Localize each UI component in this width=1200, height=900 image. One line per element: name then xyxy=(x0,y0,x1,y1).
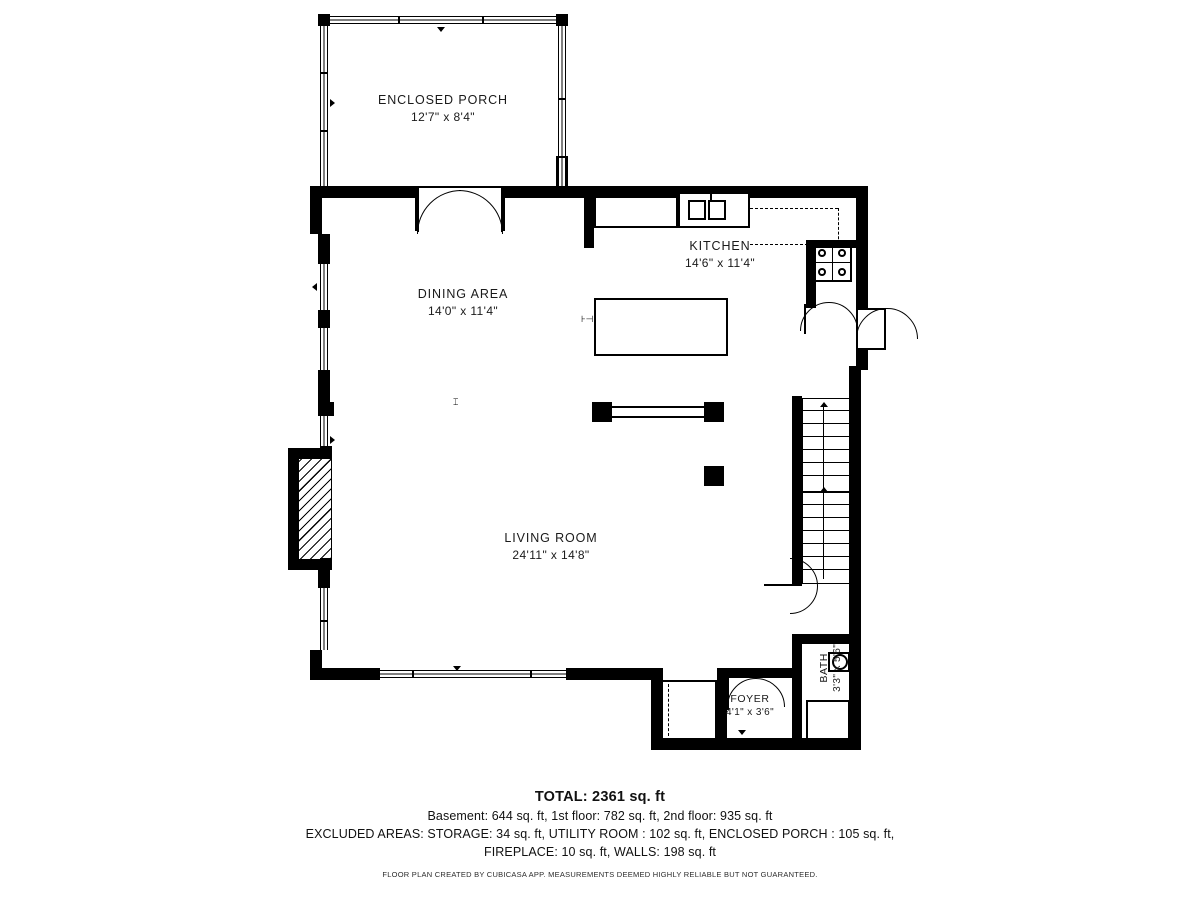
room-name-bath: BATH xyxy=(818,653,831,683)
plan-summary xyxy=(0,789,1200,879)
free-standing-column xyxy=(704,466,724,486)
summary-disclaimer: FLOOR PLAN CREATED BY CUBICASA APP. MEASUREMENTS DEEMED HIGHLY RELIABLE BUT NOT GUARANTEED. xyxy=(382,870,818,880)
room-label-bath xyxy=(817,623,845,713)
stair-step xyxy=(802,462,850,463)
west-window-2 xyxy=(320,328,328,370)
beam-span xyxy=(610,406,706,418)
exterior-wall-west-1 xyxy=(310,186,322,234)
summary-excluded-continued: FIREPLACE: 10 sq. ft, WALLS: 198 sq. ft xyxy=(483,845,716,860)
west-window-1 xyxy=(320,264,328,310)
dining-table-center-marker: ⊦⊣ xyxy=(581,314,594,324)
porch-window-west xyxy=(320,26,328,186)
living-room-center-marker: ⌶ xyxy=(453,397,459,407)
fireplace-chase-right-bottom xyxy=(320,558,332,570)
porch-window-east-mullion-1 xyxy=(558,98,566,100)
south-window-mullion-2 xyxy=(530,670,532,678)
kitchen-sink-basin-right xyxy=(708,200,726,220)
kitchen-faucet xyxy=(710,194,712,201)
kitchen-counter-north xyxy=(594,196,678,228)
foyer-entry-marker xyxy=(738,730,746,735)
exterior-wall-west-5 xyxy=(318,402,334,416)
porch-window-east xyxy=(558,26,566,156)
stair-step xyxy=(802,556,850,557)
west-window-4 xyxy=(320,588,328,650)
west-window-1-marker xyxy=(312,283,317,291)
stair-step xyxy=(802,530,850,531)
room-dim-dining-area: 14'0" x 11'4" xyxy=(427,303,499,318)
porch-window-mullion-2 xyxy=(482,16,484,24)
room-name-enclosed-porch: ENCLOSED PORCH xyxy=(378,93,508,107)
kitchen-range-divider-v xyxy=(832,244,833,282)
room-label-foyer xyxy=(700,692,800,720)
room-label-dining-area xyxy=(368,286,558,319)
room-dim-foyer: 4'1" x 3'6" xyxy=(725,707,775,719)
porch-window-west-mullion-1 xyxy=(320,72,328,74)
stair-step xyxy=(802,475,850,476)
porch-window-west-marker xyxy=(330,99,335,107)
stair-step xyxy=(802,436,850,437)
south-window-mullion-1 xyxy=(412,670,414,678)
bath-wall-west xyxy=(792,634,802,744)
room-dim-living-room: 24'11" x 14'8" xyxy=(512,547,590,562)
stair-step xyxy=(802,517,850,518)
room-name-kitchen: KITCHEN xyxy=(689,239,751,253)
exterior-wall-west-7 xyxy=(310,650,322,680)
kitchen-cabinet-guide-right xyxy=(838,208,839,244)
exterior-wall-west-6 xyxy=(318,570,330,588)
west-window-3 xyxy=(320,416,328,446)
summary-breakdown: Basement: 644 sq. ft, 1st floor: 782 sq. ft, 2nd floor: 935 sq. ft xyxy=(427,809,773,823)
kitchen-burner-3 xyxy=(818,268,826,276)
stair-step xyxy=(802,449,850,450)
fireplace-hatch xyxy=(298,458,332,560)
west-window-3-marker xyxy=(330,436,335,444)
north-door-leaf-left xyxy=(417,188,419,232)
kitchen-wall-east-jog-top xyxy=(806,240,858,248)
porch-corner-post-ne xyxy=(556,14,568,26)
room-label-kitchen xyxy=(630,238,810,271)
kitchen-burner-1 xyxy=(818,249,826,257)
foyer-closet-guide xyxy=(668,684,669,736)
summary-excluded: EXCLUDED AREAS: STORAGE: 34 sq. ft, UTILITY ROOM : 102 sq. ft, ENCLOSED PORCH : 105 sq. ft, xyxy=(305,827,895,842)
porch-window-north xyxy=(330,16,556,24)
south-window-marker xyxy=(453,666,461,671)
stair-wall-west-upper xyxy=(792,396,802,494)
foyer-wall-west xyxy=(651,676,661,750)
room-dim-bath: 3'3" x 5'6" xyxy=(832,643,844,692)
porch-window-west-mullion-2 xyxy=(320,130,328,132)
interior-door-arc-kitchen xyxy=(800,302,858,360)
stair-direction-line-1 xyxy=(823,406,824,490)
porch-window-north-marker xyxy=(437,27,445,32)
exterior-wall-west-4 xyxy=(318,370,330,402)
north-door-leaf-right xyxy=(501,188,503,232)
interior-door-leaf-kitchen xyxy=(804,304,806,334)
kitchen-burner-2 xyxy=(838,249,846,257)
stair-step xyxy=(802,504,850,505)
exterior-wall-west-3 xyxy=(318,310,330,328)
west-window-4-mullion xyxy=(320,620,328,622)
stair-step xyxy=(802,423,850,424)
summary-total: TOTAL: 2361 sq. ft xyxy=(534,789,666,805)
north-door-header xyxy=(415,186,505,188)
north-door-jamb-right xyxy=(503,186,505,231)
stair-direction-line-2 xyxy=(823,491,824,579)
kitchen-burner-4 xyxy=(838,268,846,276)
kitchen-cabinet-guide-top xyxy=(750,208,838,209)
exterior-wall-west-2 xyxy=(318,234,330,264)
stair-step xyxy=(802,543,850,544)
fireplace-chase-right-top xyxy=(320,446,332,458)
room-label-enclosed-porch xyxy=(343,92,543,125)
south-window xyxy=(380,670,566,678)
stairs-upper-flight xyxy=(802,398,850,492)
fireplace-bumpout-left xyxy=(288,448,298,570)
porch-corner-post-nw xyxy=(318,14,330,26)
room-dim-enclosed-porch: 12'7" x 8'4" xyxy=(411,109,475,124)
room-label-living-room xyxy=(456,530,646,563)
dining-table xyxy=(594,298,728,356)
room-name-dining-area: DINING AREA xyxy=(417,287,509,301)
beam-column-left xyxy=(592,402,612,422)
porch-window-east-lower xyxy=(558,158,566,188)
exterior-wall-north-left xyxy=(310,186,415,198)
stair-door-arc xyxy=(762,558,818,614)
kitchen-sink-basin-left xyxy=(688,200,706,220)
room-dim-kitchen: 14'6" x 11'4" xyxy=(684,255,756,270)
exterior-wall-south-left-return xyxy=(566,668,662,680)
interior-wall-kitchen-west xyxy=(584,186,594,248)
exterior-wall-east-lower xyxy=(849,366,861,750)
porch-window-mullion-1 xyxy=(398,16,400,24)
beam-column-right xyxy=(704,402,724,422)
stair-door-leaf xyxy=(764,584,796,586)
room-name-living-room: LIVING ROOM xyxy=(504,531,598,545)
room-name-foyer: FOYER xyxy=(730,693,770,705)
stair-step xyxy=(802,410,850,411)
